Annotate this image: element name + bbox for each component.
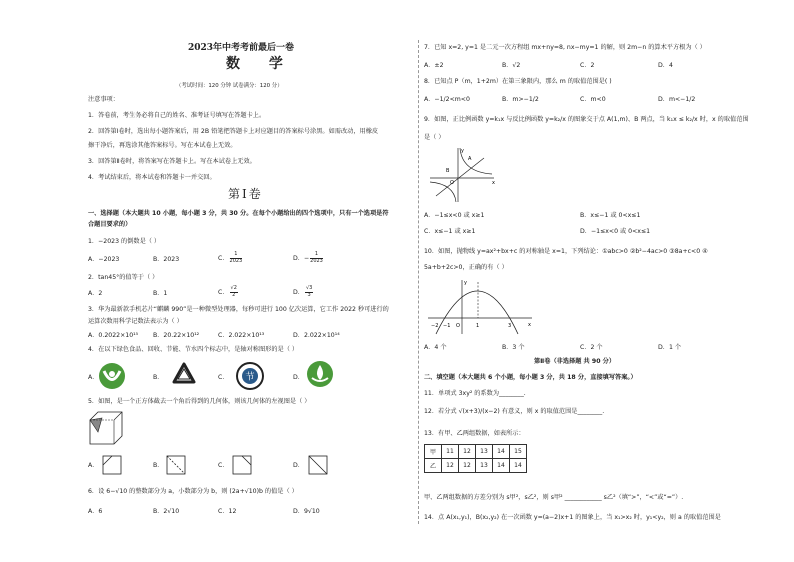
- q10-origin-label: O: [456, 323, 460, 329]
- q5-option-b: B．: [153, 462, 164, 469]
- q9-graph: [428, 144, 498, 204]
- q12-stem: 12．若分式 √(x+3)/(x−2) 有意义，则 x 的取值范围是________.: [424, 408, 605, 415]
- view-c-figure: [232, 455, 252, 475]
- section1-instruction-cont: 合题目要求的）: [88, 221, 132, 228]
- q5-option-a: A．: [88, 462, 99, 469]
- q3-option-b: B．20.22×10¹²: [153, 332, 200, 339]
- q10-tick-3: 3: [508, 323, 512, 329]
- q10-tick-neg1: −1: [443, 323, 451, 329]
- q7-stem: 7．已知 x=2, y=1 是二元一次方程组 mx+ny=8, nx−my=1 的解，则 2m−n 的算术平方根为（ ）: [424, 44, 706, 51]
- table-cell: 13: [476, 445, 493, 459]
- exam-title: 2023年中考考前最后一卷: [188, 43, 295, 53]
- q7-option-c: C．2: [580, 62, 595, 69]
- column-divider: [418, 40, 419, 524]
- q13-stem: 13．有甲、乙两组数据，如表所示：: [424, 430, 525, 437]
- q9-origin-label: O: [450, 180, 454, 186]
- q11-stem: 11．单项式 3xy² 的系数为________.: [424, 390, 526, 397]
- q9-stem: 9．如图，正比例函数 y=k₁x 与反比例函数 y=k₂/x 的图象交于点 A(1,m)、B 两点，当 k₁x ≤ k₂/x 时，x 的取值范围: [424, 116, 749, 123]
- view-a-figure: [102, 455, 122, 475]
- q10-tick-neg2: −2: [431, 323, 439, 329]
- q1-stem: 1．−2023 的倒数是（ ）: [88, 238, 161, 245]
- q3-option-a: A．0.2022×10¹⁵: [88, 332, 139, 339]
- q3-option-d: D．2.022×10¹⁴: [293, 332, 340, 339]
- note-item: 3．回答第Ⅱ卷时，将答案写在答题卡上。写在本试卷上无效。: [88, 158, 256, 165]
- q10-x-axis-label: x: [528, 322, 531, 328]
- q6-option-c: C．12: [218, 508, 237, 515]
- q9-option-b: B．x≤−1 或 0<x≤1: [580, 212, 641, 219]
- q9-option-a: A．−1≤x<0 或 x≥1: [424, 212, 485, 219]
- q7-option-b: B．√2: [502, 62, 521, 69]
- q6-option-d: D．9√10: [293, 508, 320, 515]
- q10-tick-1: 1: [476, 323, 480, 329]
- table-cell: 甲: [425, 445, 442, 459]
- notes-heading: 注意事项：: [88, 96, 119, 103]
- right-column: [424, 0, 768, 562]
- q10-option-b: B．3 个: [502, 344, 525, 351]
- table-cell: 15: [510, 445, 527, 459]
- q8-option-a: A．−1/2<m<0: [424, 96, 470, 103]
- q1-option-c: C． $\frac{1}{2023}$: [218, 251, 243, 264]
- cube-figure: [88, 410, 128, 446]
- exam-info: （考试时间：120 分钟 试卷满分：120 分）: [176, 83, 283, 89]
- q7-option-a: A．±2: [424, 62, 444, 69]
- q10-stem-cont: 5a+b+2c>0，正确的有（ ）: [424, 264, 508, 271]
- table-row: [425, 445, 527, 459]
- q10-option-d: D．1 个: [658, 344, 682, 351]
- table-cell: 14: [493, 459, 510, 473]
- q1-option-b: B．2023: [153, 256, 180, 263]
- q1-option-d: D．− $\frac{1}{2023}$: [293, 251, 323, 264]
- q4-option-d: D．: [293, 374, 304, 381]
- energy-saving-logo-icon: [236, 362, 264, 390]
- q4-option-b: B．: [153, 374, 164, 381]
- q1-option-a: A．−2023: [88, 256, 120, 263]
- subject-title: 数 学: [226, 56, 295, 72]
- q9-option-c: C．x≤−1 或 x≥1: [424, 228, 476, 235]
- q3-stem-cont: 运算次数用科学记数法表示为（ ）: [88, 318, 183, 325]
- table-cell: 12: [459, 459, 476, 473]
- q13-data-table: [424, 444, 527, 473]
- q7-option-d: D．4: [658, 62, 673, 69]
- q2-option-d: D． $\frac{√3}{3}$: [293, 285, 313, 298]
- q14-stem: 14．点 A(x₁,y₁)，B(x₂,y₂) 在一次函数 y=(a−2)x+1 的图象上，当 x₁>x₂ 时，y₁<y₂，则 a 的取值范围是: [424, 514, 721, 521]
- part2-title: 第Ⅱ卷（非选择题 共 90 分）: [534, 358, 616, 365]
- q8-stem: 8．已知点 P（m，1+2m）在第三象限内，那么 m 的取值范围是( ): [424, 78, 612, 85]
- table-cell: 13: [476, 459, 493, 473]
- view-b-figure: [166, 455, 186, 475]
- note-item: 擦干净后，再选涂其他答案标号。写在本试卷上无效。: [88, 142, 237, 149]
- q9-y-axis-label: y: [461, 148, 464, 154]
- q6-stem: 6．设 6−√10 的整数部分为 a，小数部分为 b，则 (2a+√10)b 的值是（ ）: [88, 488, 298, 495]
- q4-stem: 4．在以下绿色食品、回收、节能、节水四个标志中，是轴对称图形的是（ ）: [88, 346, 299, 353]
- q4-option-c: C．: [218, 374, 229, 381]
- q10-y-axis-label: y: [464, 280, 467, 286]
- q9-point-b-label: B: [446, 168, 450, 174]
- q2-stem: 2．tan45°的值等于（ ）: [88, 274, 159, 281]
- table-cell: 14: [510, 459, 527, 473]
- recycle-icon: [170, 361, 198, 389]
- logo-glyph: 节: [245, 372, 255, 383]
- q6-option-a: A．6: [88, 508, 103, 515]
- view-d-figure: [308, 455, 328, 475]
- table-cell: 12: [459, 445, 476, 459]
- q13-question: 甲、乙两组数据的方差分别为 s甲²，s乙²，则 s甲² ____________ s乙²（填“>”，“<”或“=”）.: [424, 494, 684, 501]
- q2-option-c: C． $\frac{√2}{2}$: [218, 285, 237, 298]
- q8-option-c: C．m<0: [580, 96, 606, 103]
- q9-x-axis-label: x: [492, 180, 495, 186]
- note-item: 2．回答第Ⅰ卷时，选出每小题答案后，用 2B 铅笔把答题卡上对应题目的答案标号涂黑。如需改动，用橡皮: [88, 128, 379, 135]
- left-column: [88, 0, 412, 562]
- q9-stem-cont: 是（ ）: [424, 134, 445, 141]
- q3-stem: 3．华为最新款手机芯片“麒麟 990”是一种微型处理器，每秒可进行 100 亿次运算，它工作 2022 秒可进行的: [88, 306, 389, 313]
- table-cell: 12: [442, 459, 459, 473]
- q5-stem: 5．如图，是一个正方体截去一个角后得到的几何体，则该几何体的左视图是（ ）: [88, 398, 311, 405]
- green-food-logo-icon: [98, 362, 126, 390]
- section2-instruction: 二、填空题（本大题共 6 个小题，每小题 3 分，共 18 分，直接填写答案。）: [424, 374, 637, 381]
- table-cell: 14: [493, 445, 510, 459]
- q10-option-c: C．2 个: [580, 344, 603, 351]
- q10-parabola-graph: [426, 278, 536, 336]
- note-item: 4．考试结束后，将本试卷和答题卡一并交回。: [88, 174, 216, 181]
- table-row: [425, 459, 527, 473]
- q5-option-c: C．: [218, 462, 229, 469]
- q10-option-a: A．4 个: [424, 344, 447, 351]
- q9-option-d: D．−1≤x<0 或 0<x≤1: [580, 228, 651, 235]
- q8-option-b: B．m>−1/2: [502, 96, 539, 103]
- q5-option-d: D．: [293, 462, 304, 469]
- q8-option-d: D．m<−1/2: [658, 96, 696, 103]
- section1-instruction: 一、选择题（本大题共 10 小题，每小题 3 分，共 30 分。在每个小题给出的四个选项中，只有一个选项是符: [88, 210, 389, 217]
- part1-title: 第Ⅰ卷: [228, 187, 263, 201]
- q2-option-a: A．2: [88, 290, 103, 297]
- note-item: 1．答卷前，考生务必将自己的姓名、准考证号填写在答题卡上。: [88, 112, 266, 119]
- table-cell: 乙: [425, 459, 442, 473]
- q9-point-a-label: A: [468, 156, 472, 162]
- q10-stem: 10．如图，抛物线 y=ax²+bx+c 的对称轴是 x=1，下列结论：①abc>0 ②b²−4ac>0 ③8a+c<0 ④: [424, 248, 708, 255]
- q4-option-a: A．: [88, 374, 99, 381]
- q6-option-b: B．2√10: [153, 508, 180, 515]
- table-cell: 11: [442, 445, 459, 459]
- q2-option-b: B．1: [153, 290, 168, 297]
- water-saving-logo-icon: [306, 360, 334, 388]
- q3-option-c: C．2.022×10¹³: [218, 332, 265, 339]
